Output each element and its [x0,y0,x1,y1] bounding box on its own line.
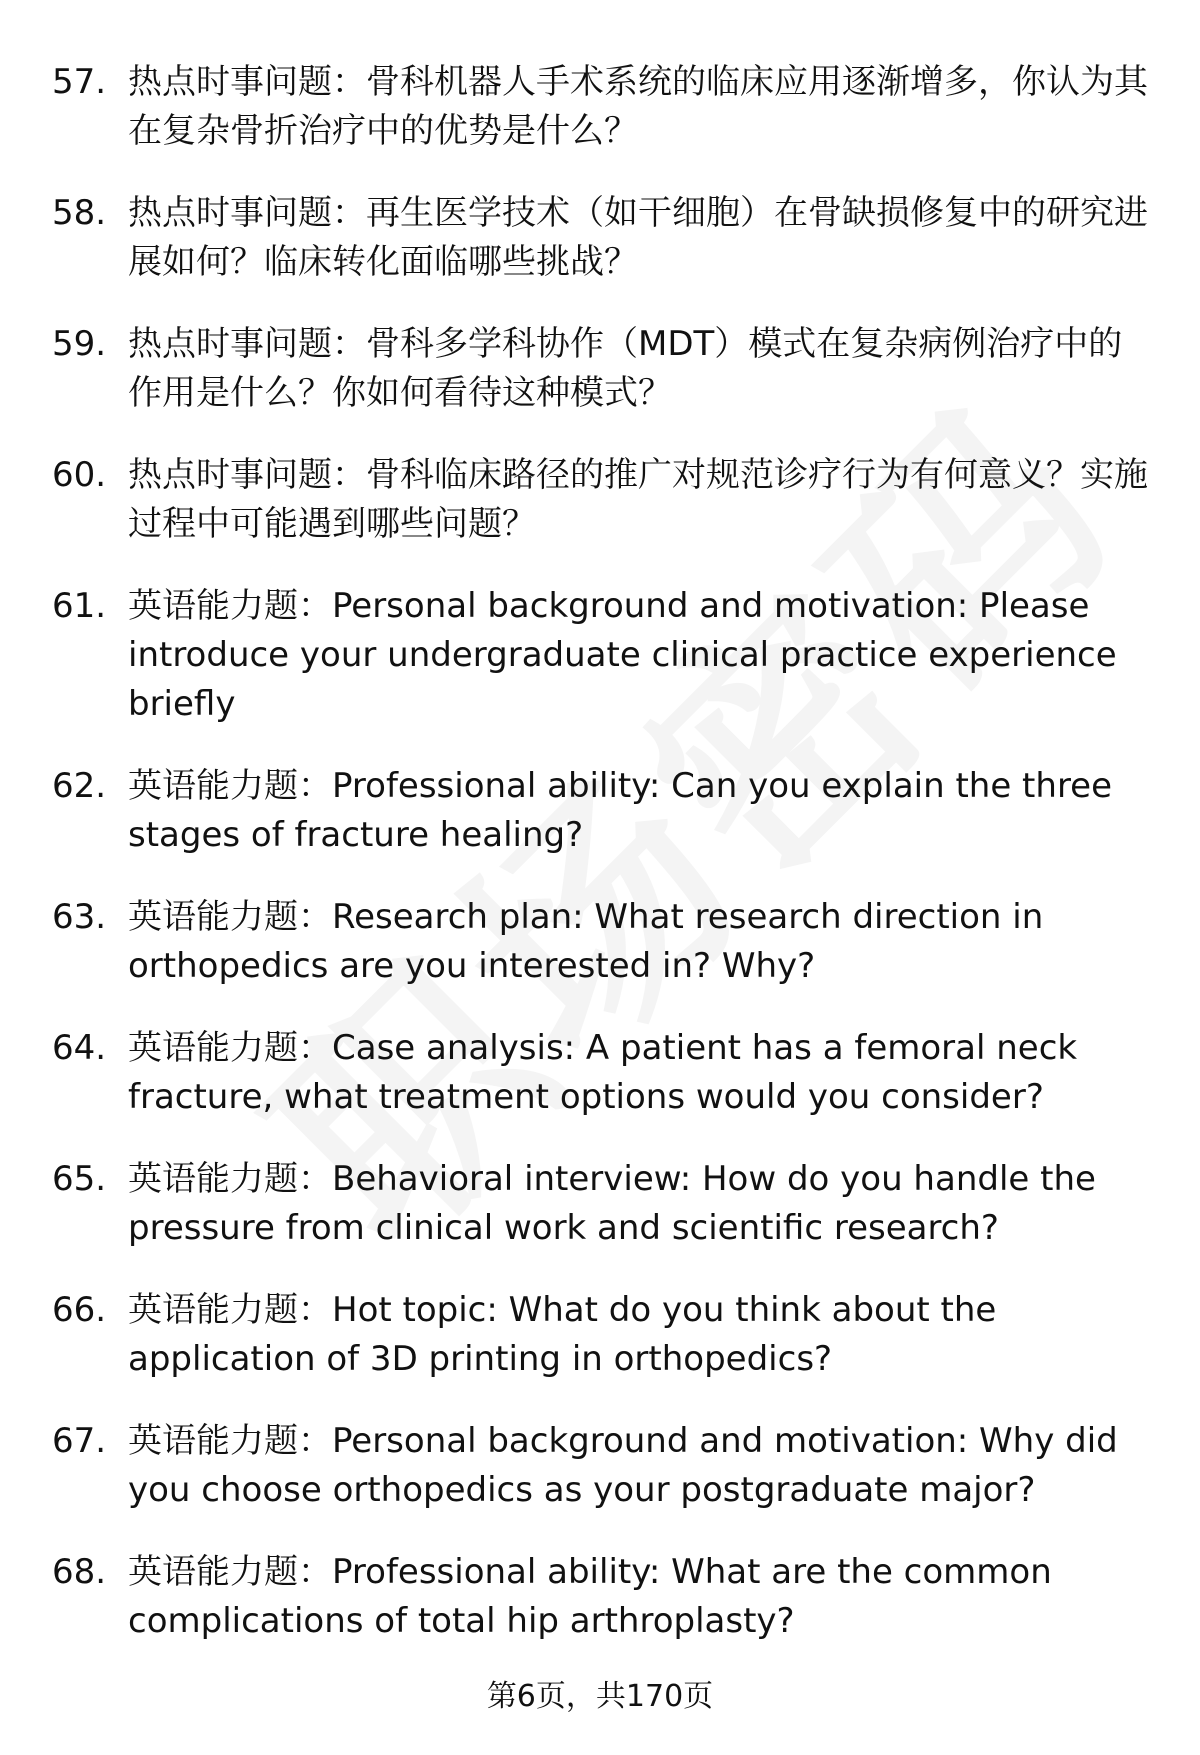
question-number: 63. [52,897,107,937]
question-number: 64. [52,1028,107,1068]
question-number: 65. [52,1159,107,1199]
question-item [52,320,1152,418]
question-number: 60. [52,455,107,495]
question-number: 58. [52,193,107,233]
question-text: 热点时事问题：骨科临床路径的推广对规范诊疗行为有何意义？实施过程中可能遇到哪些问题？ [128,455,1148,544]
question-item [52,1024,1152,1122]
question-item [52,893,1152,991]
question-number: 61. [52,586,107,626]
question-text: 英语能力题：Case analysis: A patient has a femoral neck fracture, what treatment options would you consider? [128,1028,1078,1117]
question-text: 热点时事问题：骨科多学科协作（MDT）模式在复杂病例治疗中的作用是什么？你如何看待这种模式？ [128,324,1123,413]
question-item [52,1548,1152,1646]
question-number: 68. [52,1552,107,1592]
question-text: 热点时事问题：骨科机器人手术系统的临床应用逐渐增多，你认为其在复杂骨折治疗中的优势是什么？ [128,62,1148,151]
question-text: 英语能力题：Professional ability: What are the common complications of total hip arthroplasty? [128,1552,1052,1641]
question-item [52,1286,1152,1384]
question-item [52,762,1152,860]
question-item [52,58,1152,156]
question-item [52,582,1152,729]
question-text: 英语能力题：Personal background and motivation: Please introduce your undergraduate clinical practice experience briefly [128,586,1117,724]
question-number: 66. [52,1290,107,1330]
question-number: 57. [52,62,107,102]
question-text: 英语能力题：Research plan: What research direction in orthopedics are you interested in? Why? [128,897,1044,986]
question-text: 英语能力题：Hot topic: What do you think about the application of 3D printing in orthopedics? [128,1290,997,1379]
question-list [52,58,1152,1679]
question-item [52,1417,1152,1515]
question-number: 67. [52,1421,107,1461]
question-text: 英语能力题：Personal background and motivation: Why did you choose orthopedics as your postgraduate major? [128,1421,1118,1510]
question-number: 62. [52,766,107,806]
question-number: 59. [52,324,107,364]
question-text: 英语能力题：Behavioral interview: How do you handle the pressure from clinical work and scientific research? [128,1159,1096,1248]
page-number-label: 第6页，共170页 [486,1679,714,1714]
question-text: 英语能力题：Professional ability: Can you explain the three stages of fracture healing? [128,766,1113,855]
question-item [52,451,1152,549]
question-text: 热点时事问题：再生医学技术（如干细胞）在骨缺损修复中的研究进展如何？临床转化面临哪些挑战？ [128,193,1148,282]
page-footer [0,1677,1200,1717]
question-item [52,189,1152,287]
question-item [52,1155,1152,1253]
